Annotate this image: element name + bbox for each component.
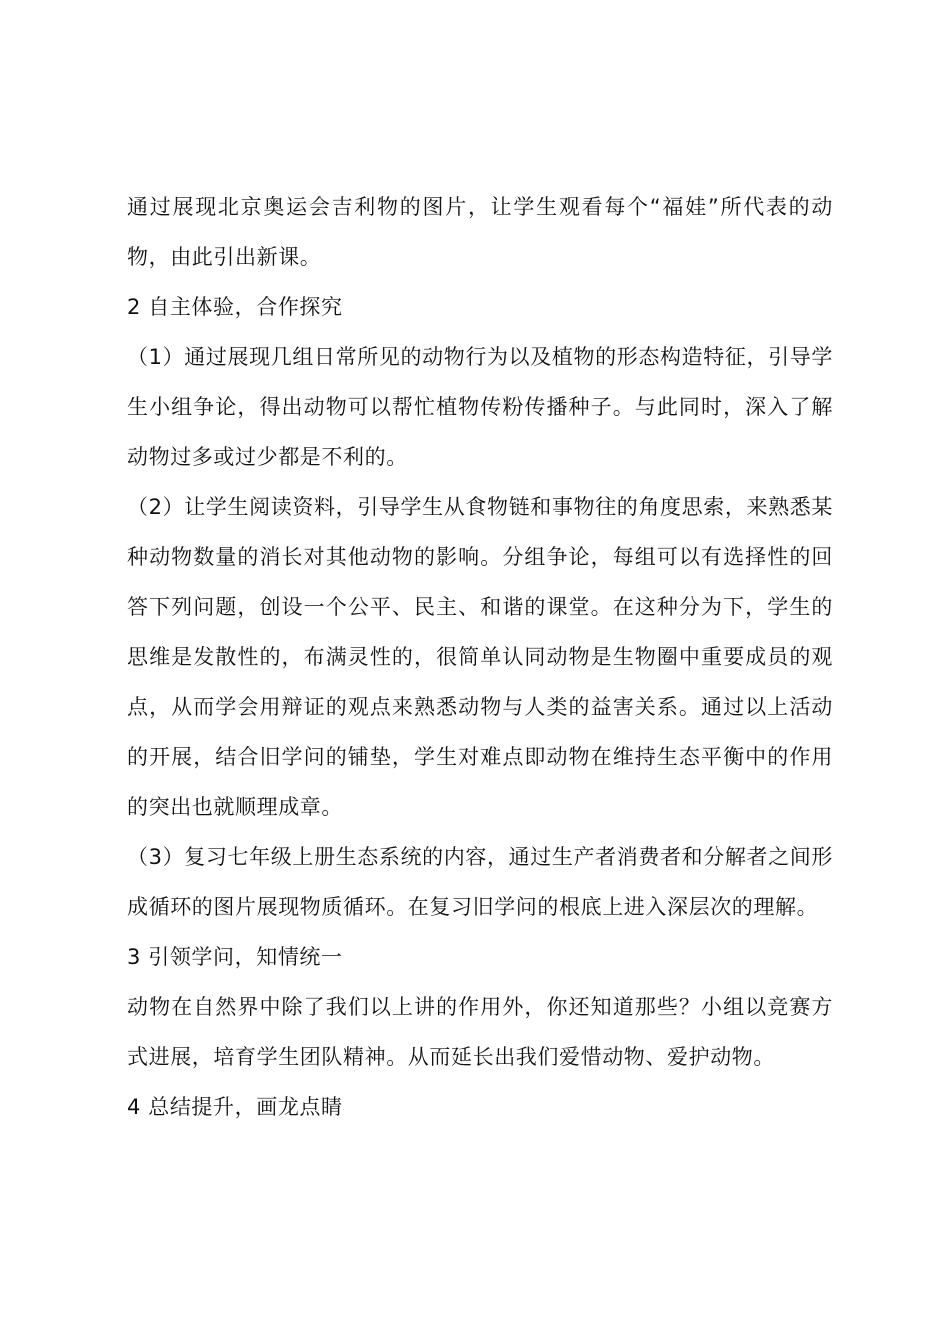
section-heading-4: 4 总结提升，画龙点睛 xyxy=(127,1095,343,1119)
paragraph-item-3: （3）复习七年级上册生态系统的内容，通过生产者消费者和分解者之间形成循环的图片展现物质循环。在复习旧学问的根底上进入深层次的理解。 xyxy=(127,845,833,919)
section-heading-3: 3 引领学问，知情统一 xyxy=(127,945,343,969)
document-body xyxy=(127,182,833,1132)
paragraph-item-1: （1）通过展现几组日常所见的动物行为以及植物的形态构造特征，引导学生小组争论，得出动物可以帮忙植物传粉传播种子。与此同时，深入了解动物过多或过少都是不利的。 xyxy=(127,345,833,469)
paragraph-item-2: （2）让学生阅读资料，引导学生从食物链和事物往的角度思索，来熟悉某种动物数量的消长对其他动物的影响。分组争论，每组可以有选择性的回答下列问题，创设一个公平、民主、和谐的课堂。在这种分为下，学生的思维是发散性的，布满灵性的，很简单认同动物是生物圈中重要成员的观点，从而学会用辩证的观点来熟悉动物与人类的益害关系。通过以上活动的开展，结合旧学问的铺垫，学生对难点即动物在维持生态平衡中的作用的突出也就顺理成章。 xyxy=(127,495,833,819)
section-heading-2: 2 自主体验，合作探究 xyxy=(127,295,343,319)
intro-paragraph: 通过展现北京奥运会吉利物的图片，让学生观看每个“福娃”所代表的动物，由此引出新课。 xyxy=(127,195,833,269)
section-3-paragraph: 动物在自然界中除了我们以上讲的作用外，你还知道那些？小组以竞赛方式进展，培育学生团队精神。从而延长出我们爱惜动物、爱护动物。 xyxy=(127,995,833,1069)
